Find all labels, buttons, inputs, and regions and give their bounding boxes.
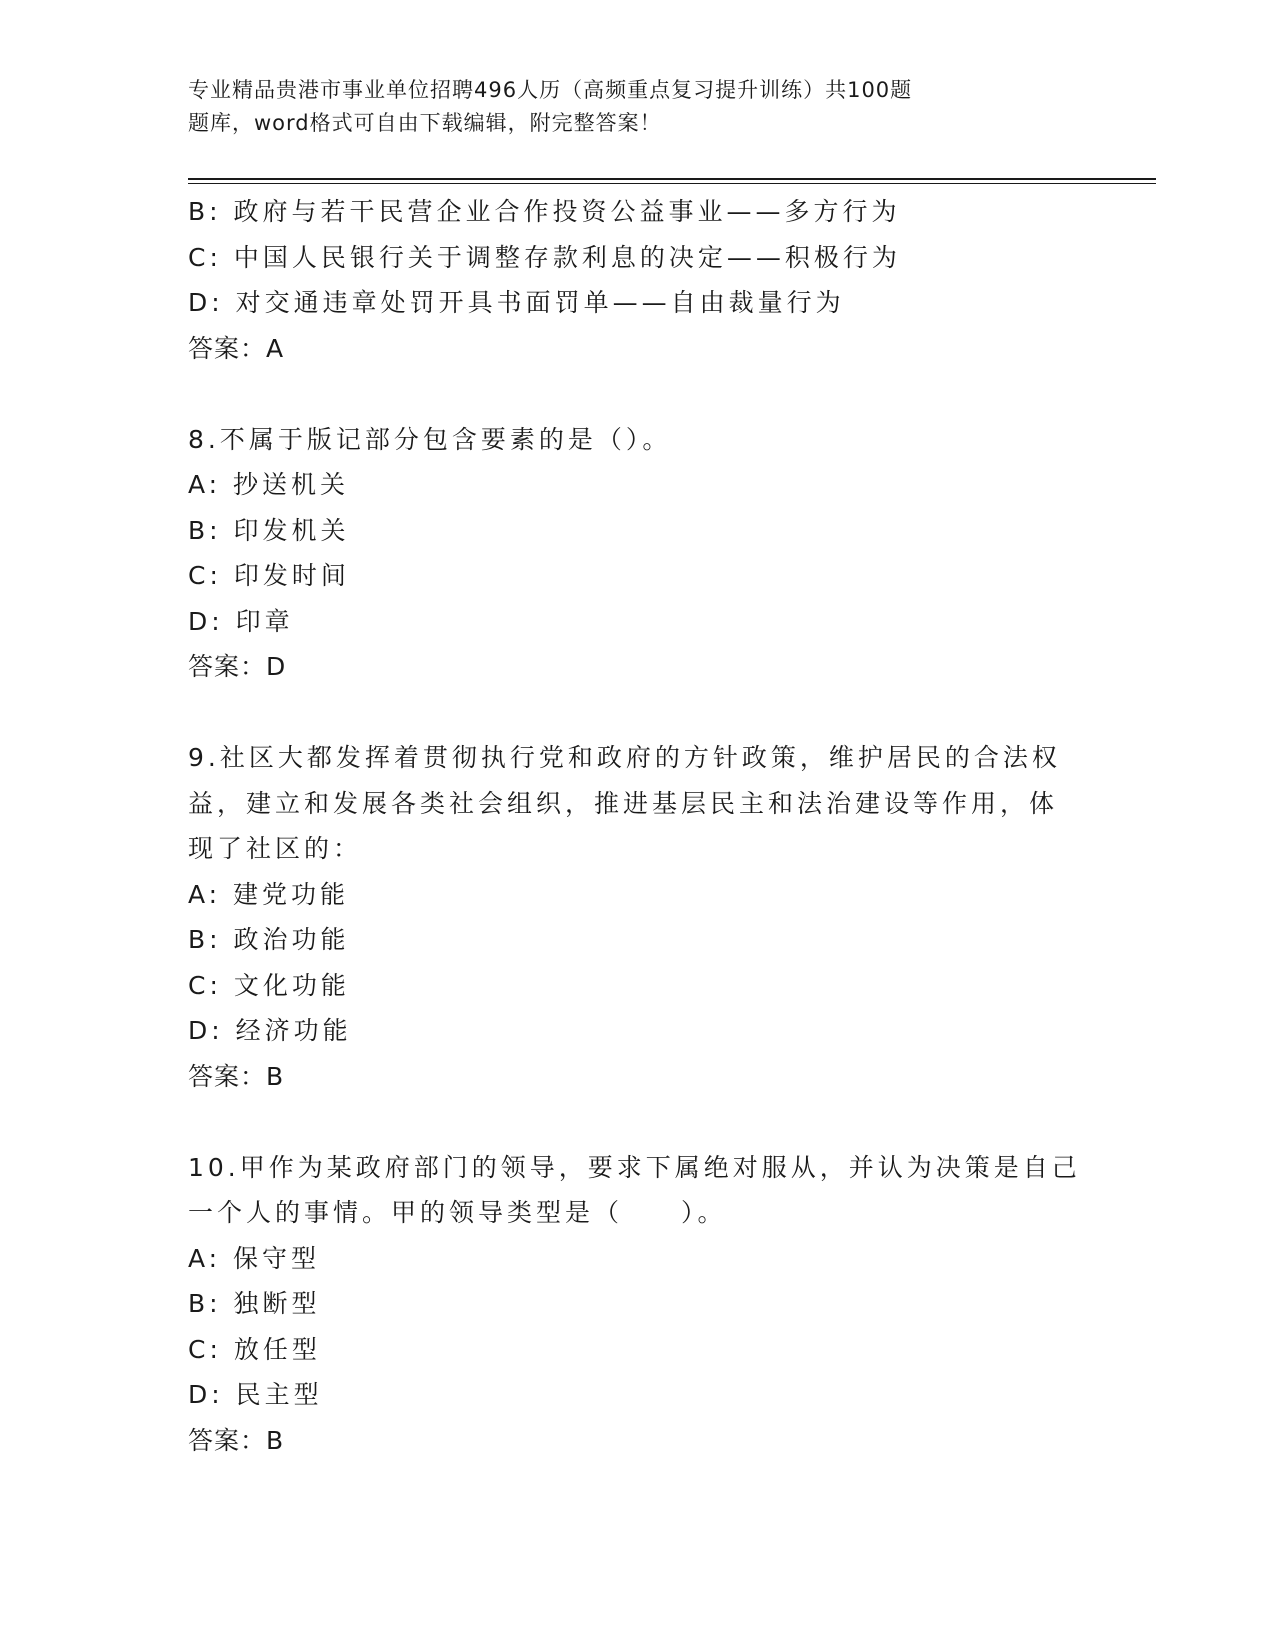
question-stem: 10.甲作为某政府部门的领导，要求下属绝对服从，并认为决策是自己: [188, 1152, 1081, 1182]
option-d: D: 对交通违章处罚开具书面罚单——自由裁量行为: [188, 288, 845, 317]
document-header: [188, 74, 1068, 140]
question-9-block: [188, 735, 1088, 1099]
question-stem: 益，建立和发展各类社会组织，推进基层民主和法治建设等作用，体: [188, 788, 1059, 818]
question-7-block: [188, 189, 1088, 371]
option-a: A: 保守型: [188, 1243, 321, 1273]
question-list: [188, 189, 1088, 1463]
question-stem: 9.社区大都发挥着贯彻执行党和政府的方针政策，维护居民的合法权: [188, 743, 1061, 772]
option-c: C: 印发时间: [188, 561, 350, 590]
question-stem: 现了社区的：: [188, 834, 363, 863]
answer-line: 答案：A: [188, 333, 285, 363]
question-stem: 8.不属于版记部分包含要素的是（）。: [188, 424, 672, 454]
option-b: B: 政治功能: [188, 925, 350, 954]
option-b: B: 独断型: [188, 1289, 321, 1318]
answer-line: 答案：D: [188, 652, 287, 681]
option-d: D: 民主型: [188, 1380, 323, 1409]
option-d: D: 经济功能: [188, 1016, 352, 1045]
header-line-1: 专业精品贵港市事业单位招聘496人历（高频重点复习提升训练）共100题: [188, 78, 913, 102]
header-divider-thin: [188, 183, 1156, 184]
spacer: [188, 690, 1088, 736]
question-stem: 一个人的事情。甲的领导类型是（ ）。: [188, 1198, 727, 1227]
spacer: [188, 1099, 1088, 1145]
option-d: D: 印章: [188, 606, 294, 636]
question-8-block: [188, 417, 1088, 690]
option-c: C: 中国人民银行关于调整存款利息的决定——积极行为: [188, 242, 901, 272]
option-a: A: 建党功能: [188, 879, 350, 909]
option-c: C: 文化功能: [188, 970, 350, 1000]
option-a: A: 抄送机关: [188, 470, 350, 499]
answer-line: 答案：B: [188, 1425, 285, 1455]
option-c: C: 放任型: [188, 1334, 321, 1364]
option-b: B: 印发机关: [188, 515, 350, 545]
option-b: B: 政府与若干民营企业合作投资公益事业——多方行为: [188, 197, 901, 226]
question-10-block: [188, 1145, 1088, 1464]
header-divider-thick: [188, 178, 1156, 180]
answer-line: 答案：B: [188, 1061, 285, 1091]
header-line-2: 题库，word格式可自由下载编辑，附完整答案！: [188, 111, 662, 135]
spacer: [188, 371, 1088, 417]
